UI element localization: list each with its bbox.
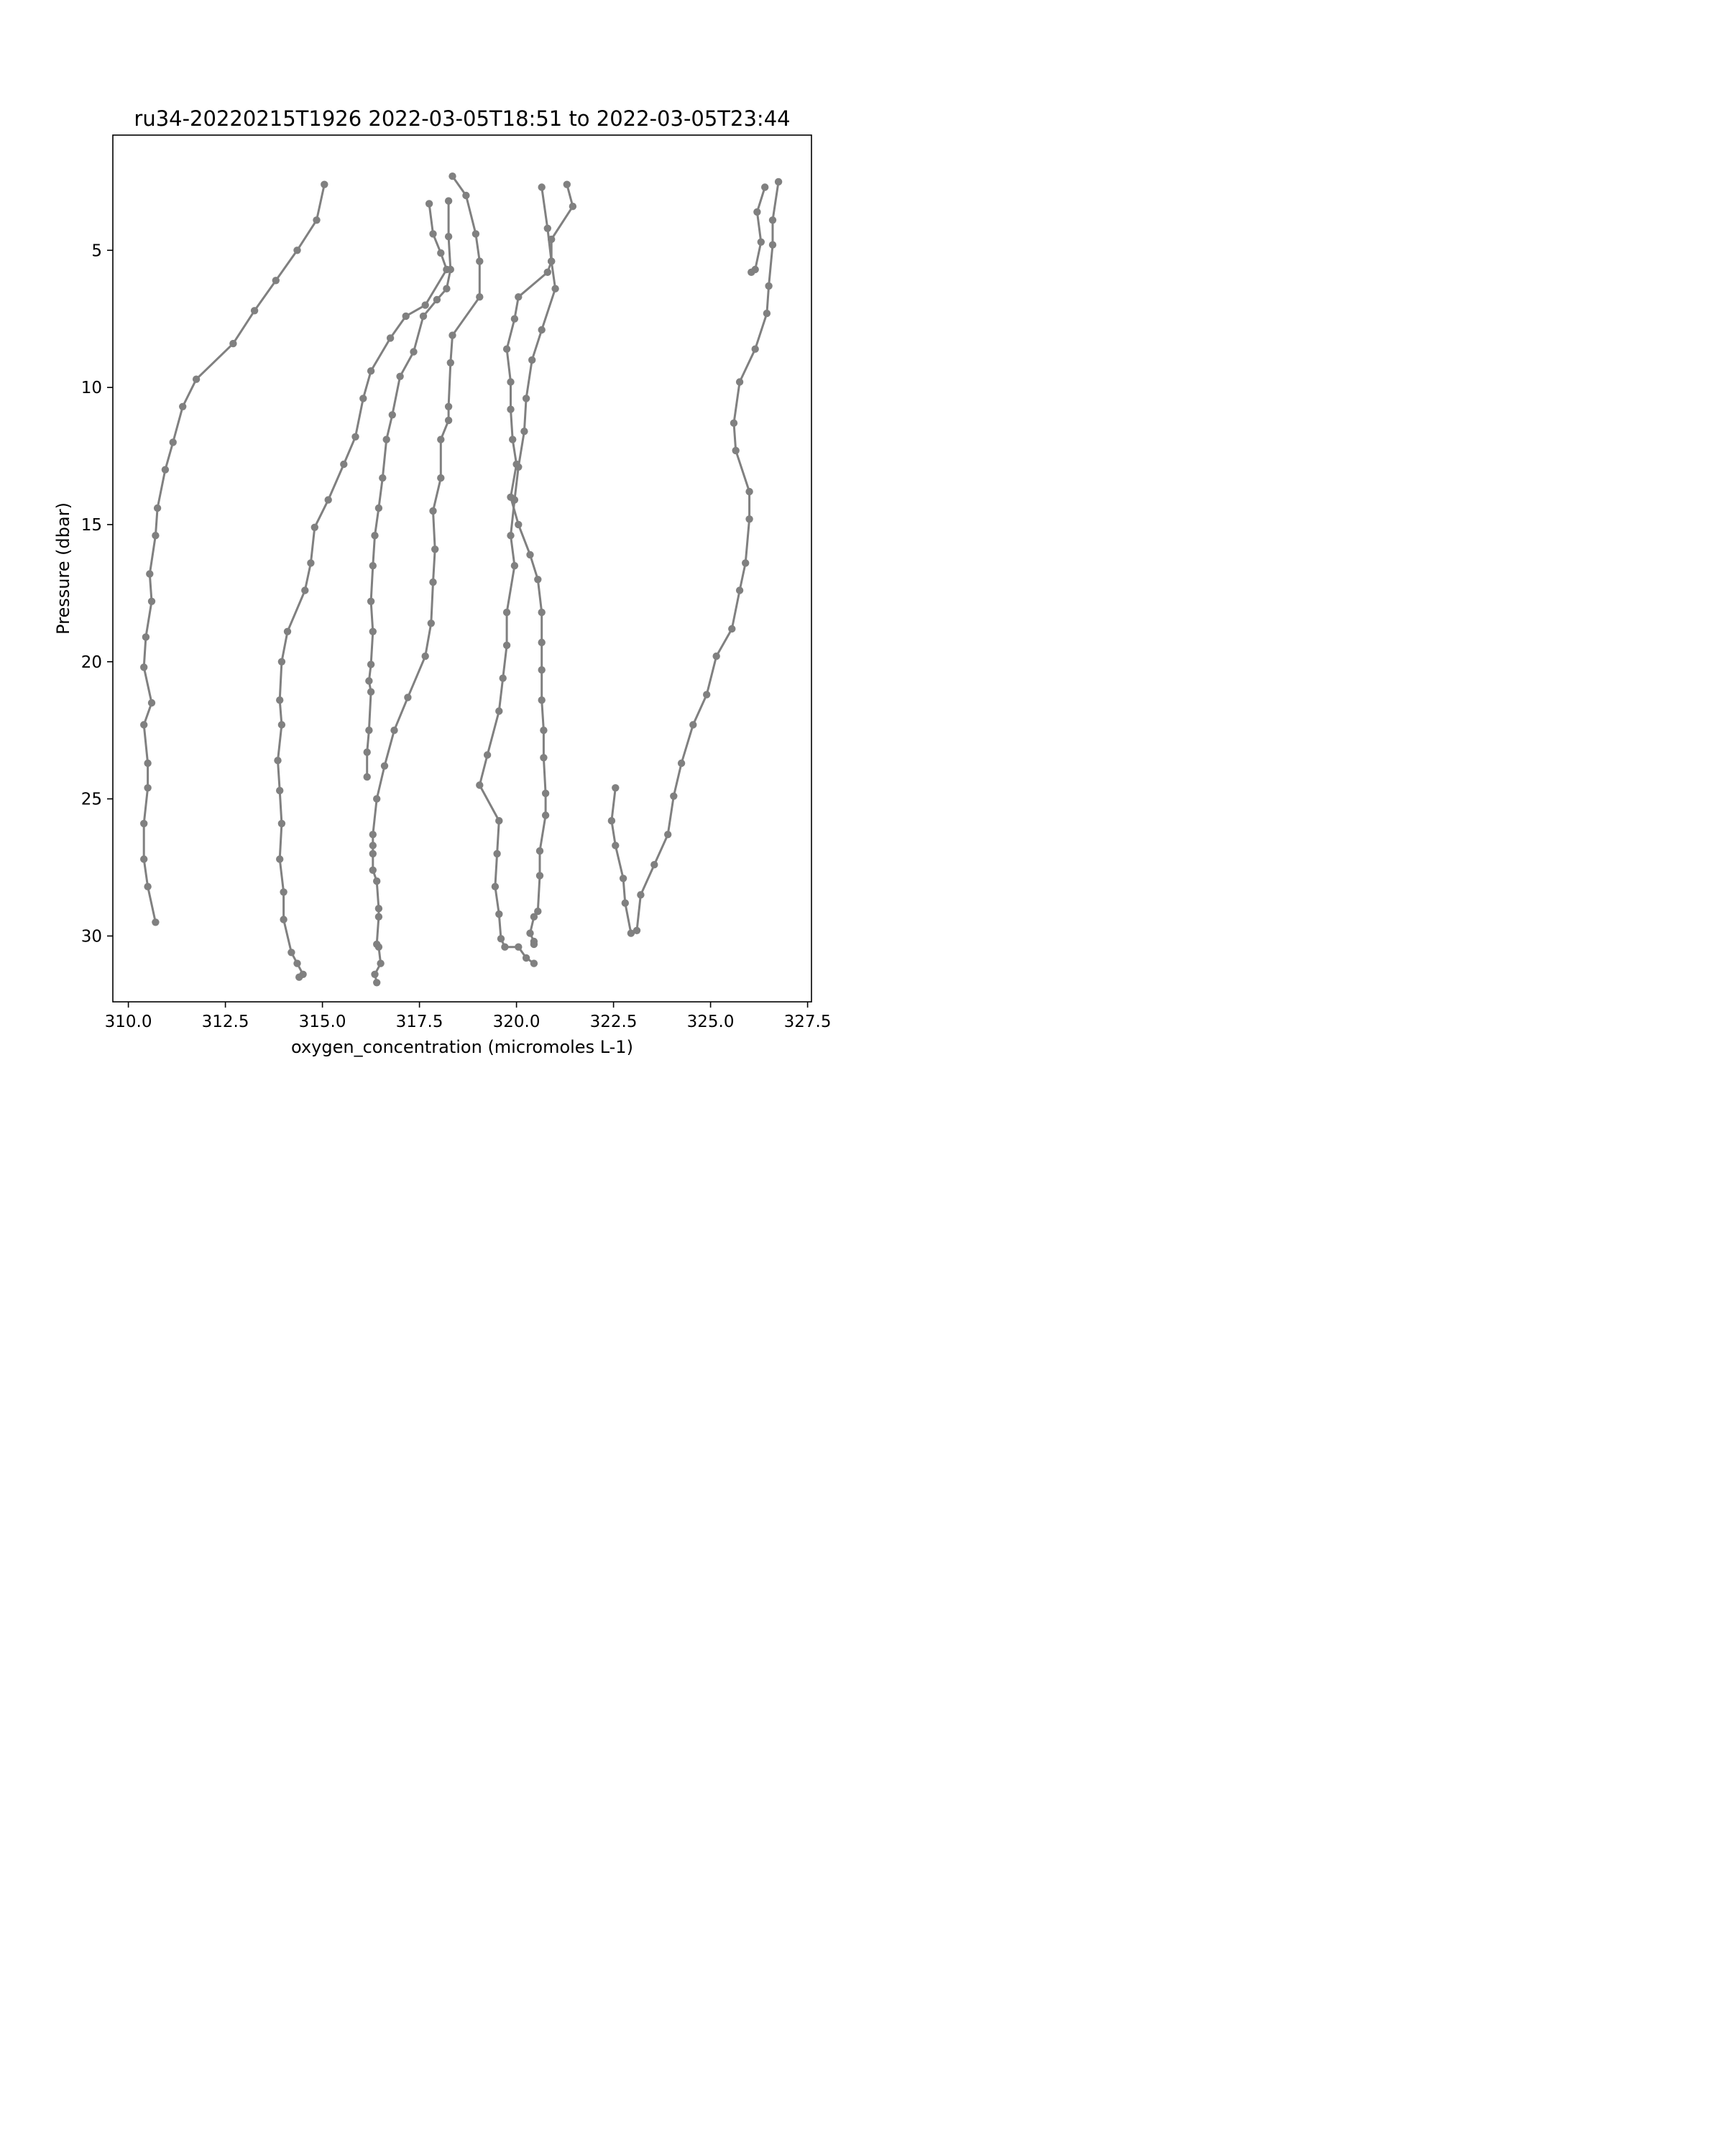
data-point xyxy=(437,436,444,443)
data-point xyxy=(538,666,546,673)
data-point xyxy=(437,474,444,482)
data-point xyxy=(528,356,535,364)
data-point xyxy=(495,707,502,714)
data-point xyxy=(736,378,743,385)
data-point xyxy=(728,625,735,632)
profile-line xyxy=(751,188,765,272)
data-point xyxy=(775,178,782,185)
data-point xyxy=(313,216,320,224)
plot-area xyxy=(140,172,782,987)
data-point xyxy=(650,861,658,868)
y-tick-label: 30 xyxy=(80,927,102,946)
data-point xyxy=(288,949,295,956)
y-tick-label: 5 xyxy=(91,241,102,261)
data-point xyxy=(548,236,555,243)
y-tick-label: 25 xyxy=(80,790,102,809)
data-point xyxy=(569,203,576,210)
data-point xyxy=(608,817,615,824)
data-point xyxy=(515,293,522,300)
data-point xyxy=(146,570,153,577)
profile-series-7 xyxy=(748,183,768,276)
data-point xyxy=(503,346,510,353)
y-tick-label: 20 xyxy=(80,653,102,672)
data-point xyxy=(538,639,546,646)
data-point xyxy=(276,696,283,704)
data-point xyxy=(445,233,452,240)
data-point xyxy=(387,334,394,341)
data-point xyxy=(511,315,518,323)
data-point xyxy=(515,944,522,951)
data-point xyxy=(484,751,491,758)
x-tick-label: 317.5 xyxy=(395,1013,443,1031)
data-point xyxy=(377,959,384,967)
data-point xyxy=(538,609,546,616)
data-point xyxy=(548,257,555,264)
data-point xyxy=(509,436,516,443)
data-point xyxy=(371,532,378,539)
data-point xyxy=(162,466,169,473)
data-point xyxy=(381,763,388,770)
data-point xyxy=(375,913,382,921)
data-point xyxy=(689,721,696,728)
data-point xyxy=(422,653,429,660)
data-point xyxy=(503,609,510,616)
data-point xyxy=(429,579,436,586)
data-point xyxy=(371,971,378,978)
data-point xyxy=(538,696,546,704)
data-point xyxy=(730,420,737,427)
data-point xyxy=(745,515,753,522)
data-point xyxy=(493,850,500,857)
data-point xyxy=(507,405,514,413)
data-point xyxy=(769,241,776,249)
plot-frame xyxy=(113,135,811,1002)
profile-line xyxy=(479,185,573,964)
data-point xyxy=(396,373,403,380)
data-point xyxy=(144,760,151,767)
x-tick-label: 310.0 xyxy=(104,1013,152,1031)
data-point xyxy=(736,586,743,594)
data-point xyxy=(389,411,396,418)
data-point xyxy=(476,293,483,300)
data-point xyxy=(472,230,479,237)
x-tick-label: 327.5 xyxy=(783,1013,832,1031)
data-point xyxy=(359,395,367,402)
y-tick-label: 10 xyxy=(80,379,102,398)
data-point xyxy=(351,433,359,441)
data-point xyxy=(367,367,374,374)
data-point xyxy=(507,378,514,385)
data-point xyxy=(497,935,505,942)
data-point xyxy=(369,850,377,857)
data-point xyxy=(429,230,436,237)
data-point xyxy=(321,181,328,188)
data-point xyxy=(429,507,436,515)
data-point xyxy=(445,403,452,410)
data-point xyxy=(447,266,454,273)
data-point xyxy=(447,359,454,367)
data-point xyxy=(365,727,372,734)
data-point xyxy=(507,532,514,539)
data-point xyxy=(526,929,533,936)
profile-series-1 xyxy=(140,181,328,926)
data-point xyxy=(542,790,549,797)
data-point xyxy=(713,653,720,660)
data-point xyxy=(765,282,772,290)
profile-line xyxy=(144,185,324,923)
data-point xyxy=(340,461,347,468)
data-point xyxy=(534,576,541,583)
data-point xyxy=(758,239,765,246)
data-point xyxy=(426,200,433,207)
data-point xyxy=(620,875,627,882)
data-point xyxy=(373,795,380,802)
data-point xyxy=(375,905,382,912)
data-point xyxy=(495,817,502,824)
x-axis-label: oxygen_concentration (micromoles L-1) xyxy=(291,1037,633,1057)
data-point xyxy=(511,496,518,503)
data-point xyxy=(763,310,770,317)
data-point xyxy=(448,172,456,180)
data-point xyxy=(536,847,543,854)
x-tick-label: 312.5 xyxy=(201,1013,249,1031)
data-point xyxy=(500,675,507,682)
data-point xyxy=(140,820,147,827)
y-axis xyxy=(81,241,113,946)
profile-series-8 xyxy=(608,178,783,937)
x-axis xyxy=(105,1002,832,1031)
data-point xyxy=(193,376,200,383)
data-point xyxy=(410,348,417,355)
data-point xyxy=(278,820,285,827)
data-point xyxy=(301,586,308,594)
data-point xyxy=(369,867,377,874)
data-point xyxy=(140,663,147,671)
profile-series-2 xyxy=(369,172,484,987)
data-point xyxy=(375,944,382,951)
data-point xyxy=(564,181,571,188)
data-point xyxy=(280,888,287,895)
data-point xyxy=(367,660,374,668)
data-point xyxy=(142,633,150,640)
data-point xyxy=(431,545,438,553)
data-point xyxy=(144,784,151,791)
profile-line xyxy=(612,182,778,934)
chart-title: ru34-20220215T1926 2022-03-05T18:51 to 2022-03-05T23:44 xyxy=(134,106,791,131)
data-point xyxy=(428,619,435,627)
data-point xyxy=(515,521,522,528)
data-point xyxy=(664,831,671,838)
data-point xyxy=(276,855,283,862)
data-point xyxy=(251,307,258,314)
data-point xyxy=(445,417,452,424)
data-point xyxy=(732,447,740,454)
data-point xyxy=(515,464,522,471)
data-point xyxy=(462,192,469,199)
y-axis-label: Pressure (dbar) xyxy=(53,502,73,635)
data-point xyxy=(748,269,755,276)
x-tick-label: 320.0 xyxy=(492,1013,540,1031)
data-point xyxy=(503,642,510,649)
data-point xyxy=(148,699,155,706)
data-point xyxy=(612,842,619,849)
data-point xyxy=(530,913,538,921)
data-point xyxy=(365,677,372,684)
data-point xyxy=(542,811,549,819)
data-point xyxy=(379,474,386,482)
data-point xyxy=(422,301,429,308)
data-point xyxy=(152,532,159,539)
profile-line xyxy=(373,176,480,982)
data-point xyxy=(448,331,456,338)
data-point xyxy=(433,296,441,303)
data-point xyxy=(383,436,390,443)
x-tick-label: 325.0 xyxy=(686,1013,735,1031)
data-point xyxy=(551,285,558,292)
data-point xyxy=(280,916,287,923)
data-point xyxy=(769,216,776,224)
data-point xyxy=(276,787,283,794)
data-point xyxy=(404,694,411,701)
data-point xyxy=(476,257,483,264)
data-point xyxy=(540,727,547,734)
profile-series-6 xyxy=(476,181,576,967)
data-point xyxy=(373,979,380,986)
x-tick-label: 322.5 xyxy=(589,1013,638,1031)
data-point xyxy=(140,855,147,862)
data-point xyxy=(536,872,543,879)
data-point xyxy=(443,285,450,292)
data-point xyxy=(325,496,332,503)
data-point xyxy=(278,721,285,728)
y-tick-label: 15 xyxy=(80,515,102,535)
data-point xyxy=(476,781,483,788)
data-point xyxy=(390,727,397,734)
data-point xyxy=(152,918,159,926)
data-point xyxy=(140,721,147,728)
chart xyxy=(0,0,898,1123)
data-point xyxy=(369,831,377,838)
data-point xyxy=(311,524,318,531)
data-point xyxy=(307,559,314,566)
data-point xyxy=(369,842,377,849)
data-point xyxy=(293,247,300,254)
data-point xyxy=(170,438,177,446)
data-point xyxy=(670,793,677,800)
data-point xyxy=(753,208,760,216)
data-point xyxy=(373,877,380,885)
data-point xyxy=(369,562,377,569)
data-point xyxy=(293,959,300,967)
data-point xyxy=(530,959,538,967)
data-point xyxy=(420,313,427,320)
data-point xyxy=(637,891,644,898)
data-point xyxy=(523,954,530,962)
data-point xyxy=(520,428,528,435)
data-point xyxy=(511,562,518,569)
data-point xyxy=(761,183,768,190)
data-point xyxy=(523,395,530,402)
data-point xyxy=(229,340,236,347)
data-point xyxy=(364,773,371,780)
data-point xyxy=(367,598,374,605)
data-point xyxy=(148,598,155,605)
data-point xyxy=(295,974,303,981)
data-point xyxy=(544,225,551,232)
data-point xyxy=(501,944,508,951)
data-point xyxy=(742,559,749,566)
data-point xyxy=(492,883,499,890)
data-point xyxy=(437,249,444,257)
data-point xyxy=(745,488,753,495)
data-point xyxy=(622,899,629,906)
data-point xyxy=(538,183,546,190)
x-tick-label: 315.0 xyxy=(298,1013,346,1031)
data-point xyxy=(364,749,371,756)
data-point xyxy=(495,911,502,918)
data-point xyxy=(367,688,374,696)
data-point xyxy=(538,326,546,333)
data-point xyxy=(540,754,547,761)
data-point xyxy=(144,883,151,890)
data-point xyxy=(445,197,452,204)
data-point xyxy=(678,760,685,767)
data-point xyxy=(530,941,538,948)
data-point xyxy=(544,269,551,276)
data-point xyxy=(154,505,161,512)
data-point xyxy=(703,691,710,698)
data-point xyxy=(179,403,186,410)
data-point xyxy=(752,346,759,353)
data-point xyxy=(612,784,619,791)
data-point xyxy=(278,658,285,665)
data-point xyxy=(284,628,291,635)
data-point xyxy=(369,628,377,635)
data-point xyxy=(274,757,281,764)
data-point xyxy=(272,277,280,284)
data-point xyxy=(402,313,410,320)
data-point xyxy=(627,929,635,936)
data-point xyxy=(375,505,382,512)
data-point xyxy=(526,551,533,558)
